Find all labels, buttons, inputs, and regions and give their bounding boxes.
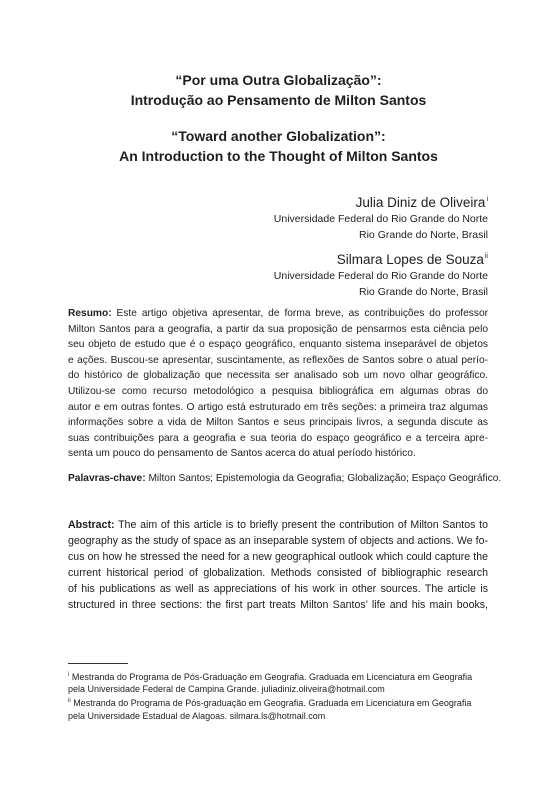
resumo-line: autor e em outras fontes. O artigo está estruturado em três seções: a primeira traz algumas (68, 401, 488, 413)
footnote-1 (68, 669, 488, 683)
author-footnote-mark: ii (484, 253, 488, 260)
title-en-line-1: “Toward another Globalization”: (171, 128, 386, 144)
keywords-line (68, 471, 502, 487)
footnote-mark: i (68, 672, 70, 678)
abstract-line: structured in three sections: the first part treats Milton Santos’ life and his main books, (68, 599, 488, 611)
footnote-1-continued: pela Universidade Federal de Campina Grande. juliadiniz.oliveira@hotmail.com (68, 684, 385, 695)
footnotes (68, 669, 488, 722)
abstract-line (68, 517, 488, 533)
author-name-2 (274, 248, 488, 269)
author-footnote-mark: i (486, 196, 488, 203)
abstract-line: cus on how he stressed the need for a new geographical outlook which could capture the (68, 551, 488, 563)
footnote-mark: ii (68, 698, 71, 705)
title-en-line-2: An Introduction to the Thought of Milton Santos (119, 148, 438, 164)
author-name-text: Silmara Lopes de Souza (336, 252, 484, 267)
footnote-divider (68, 663, 128, 664)
abstract-paragraph (68, 517, 488, 613)
abstract-line: current historical period of globalization. Methods consisted of bibliographic research (68, 567, 488, 579)
resumo-line (68, 306, 488, 322)
resumo-line: Utilizou-se como recurso metodológico a pesquisa bibliográfica em algumas obras do (68, 385, 488, 397)
resumo-line: seu objeto de estudo que é o espaço geográfico, enquanto sistema inseparável de objetos (68, 339, 488, 351)
footnote-text: Mestranda do Programa de Pós-Graduação em Geografia. Graduada em Licenciatura em Geografia (71, 672, 473, 682)
author-block-1 (274, 191, 488, 243)
resumo-paragraph (68, 306, 488, 462)
author-location-1: Rio Grande do Norte, Brasil (359, 228, 488, 241)
resumo-line: senta um pouco do pensamento de Santos acerca do atual período histórico. (68, 448, 416, 460)
abstract-line-text: The aim of this article is to briefly present the contribution of Milton Santos to (118, 519, 488, 531)
author-affiliation-1: Universidade Federal do Rio Grande do Norte (273, 213, 488, 225)
abstract-line: geography as the study of space as an inseparable system of objects and actions. We fo- (68, 535, 488, 547)
author-affiliation-2: Universidade Federal do Rio Grande do Norte (273, 270, 488, 282)
title-english (0, 126, 557, 166)
resumo-line: informações sobre a vida de Milton Santos e seus principais livros, a segunda discute as (68, 417, 488, 429)
author-name-1 (274, 191, 488, 212)
resumo-line: suas contribuições para a geografia e sua teoria do espaço geográfico e a terceira apre- (68, 432, 488, 444)
keywords-text: Milton Santos; Epistemologia da Geografia; Globalização; Espaço Geográfico. (148, 473, 502, 484)
title-portuguese (0, 70, 557, 110)
title-pt-line-1: “Por uma Outra Globalização”: (175, 72, 382, 88)
resumo-line: e ações. Buscou-se apresentar, suscintamente, as reflexões de Santos sobre o atual perío- (68, 354, 488, 366)
resumo-label: Resumo: (68, 308, 112, 319)
author-name-text: Julia Diniz de Oliveira (355, 195, 486, 210)
footnote-2-continued: pela Universidade Estadual de Alagoas. silmara.ls@hotmail.com (68, 710, 326, 721)
footnote-2 (68, 695, 488, 709)
resumo-line: do histórico de globalização que necessita ser analisado sob um novo olhar geográfico. (68, 370, 488, 382)
abstract-label: Abstract: (68, 519, 115, 531)
abstract-line: of his publications as well as appreciations of his work in other sources. The article is (68, 583, 488, 595)
author-block-2 (274, 248, 488, 300)
resumo-line: Milton Santos para a geografia, a partir da sua proposição de pensarmos esta ciência pelo (68, 323, 488, 335)
keywords-label: Palavras-chave: (68, 473, 146, 484)
author-location-2: Rio Grande do Norte, Brasil (359, 285, 488, 298)
footnote-text: Mestranda do Programa de Pós-graduação em Geografia. Graduada em Licenciatura em Geografia (73, 698, 472, 709)
resumo-line-text: Este artigo objetiva apresentar, de forma breve, as contribuições do professor (116, 308, 488, 319)
title-pt-line-2: Introdução ao Pensamento de Milton Santos (130, 92, 427, 108)
